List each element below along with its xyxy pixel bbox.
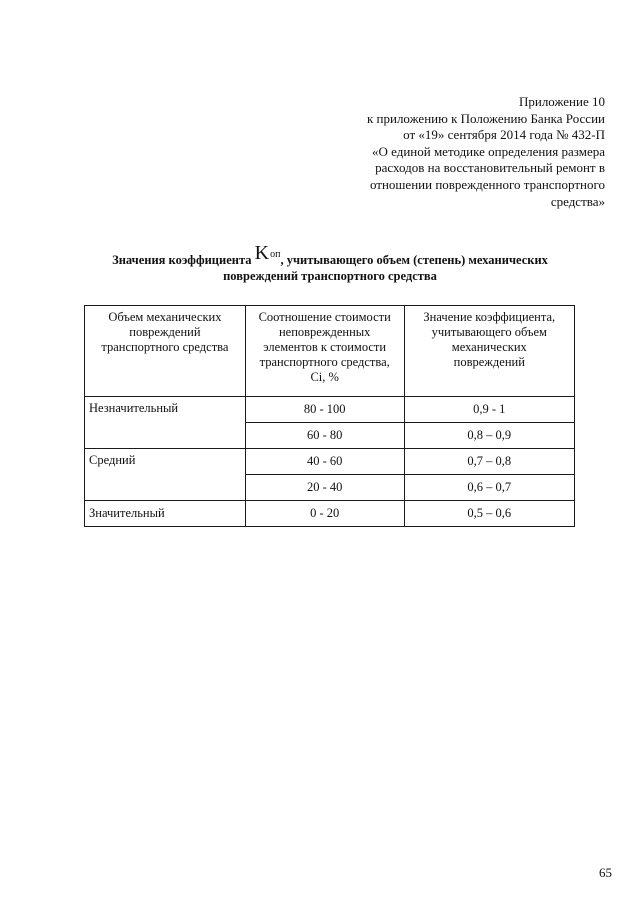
table-row bbox=[85, 449, 575, 475]
coefficient-cell: 0,6 – 0,7 bbox=[404, 475, 574, 501]
volume-cell: Незначительный bbox=[85, 397, 246, 449]
ratio-cell: 20 - 40 bbox=[245, 475, 404, 501]
appendix-header bbox=[275, 94, 605, 210]
coefficient-subscript: оп bbox=[270, 249, 281, 260]
title-before: Значения коэффициента bbox=[112, 253, 252, 267]
coefficient-cell: 0,5 – 0,6 bbox=[404, 501, 574, 527]
title-after: , учитывающего объем (степень) механических bbox=[280, 253, 548, 267]
ratio-cell: 40 - 60 bbox=[245, 449, 404, 475]
header-coefficient: Значение коэффициента, учитывающего объем механических повреждений bbox=[404, 306, 574, 397]
appendix-line: средства» bbox=[550, 193, 605, 209]
appendix-line: «О единой методике определения размера bbox=[371, 143, 605, 159]
title-line-2: повреждений транспортного средства bbox=[223, 269, 437, 283]
coefficient-table bbox=[84, 305, 575, 527]
table-row bbox=[85, 397, 575, 423]
coefficient-cell: 0,7 – 0,8 bbox=[404, 449, 574, 475]
header-ratio: Соотношение стоимости неповрежденных элементов к стоимости транспортного средства, Ci, % bbox=[245, 306, 404, 397]
page-number: 65 bbox=[599, 865, 612, 880]
volume-cell: Средний bbox=[85, 449, 246, 501]
volume-cell: Значительный bbox=[85, 501, 246, 527]
ratio-cell: 60 - 80 bbox=[245, 423, 404, 449]
table-header-row bbox=[85, 306, 575, 397]
ratio-cell: 0 - 20 bbox=[245, 501, 404, 527]
appendix-line: отношении поврежденного транспортного bbox=[369, 176, 605, 192]
table-title bbox=[60, 242, 600, 284]
coefficient-cell: 0,9 - 1 bbox=[404, 397, 574, 423]
coefficient-cell: 0,8 – 0,9 bbox=[404, 423, 574, 449]
title-line-1 bbox=[60, 242, 600, 268]
appendix-line: Приложение 10 bbox=[518, 94, 605, 109]
appendix-line: к приложению к Положению Банка России bbox=[366, 110, 605, 126]
appendix-line: расходов на восстановительный ремонт в bbox=[375, 160, 605, 176]
coefficient-symbol: $K_{оп}$ bbox=[254, 242, 281, 264]
appendix-line: от «19» сентября 2014 года № 432-П bbox=[403, 127, 605, 143]
ratio-cell: 80 - 100 bbox=[245, 397, 404, 423]
table-row bbox=[85, 501, 575, 527]
header-volume: Объем механических повреждений транспортного средства bbox=[85, 306, 246, 397]
